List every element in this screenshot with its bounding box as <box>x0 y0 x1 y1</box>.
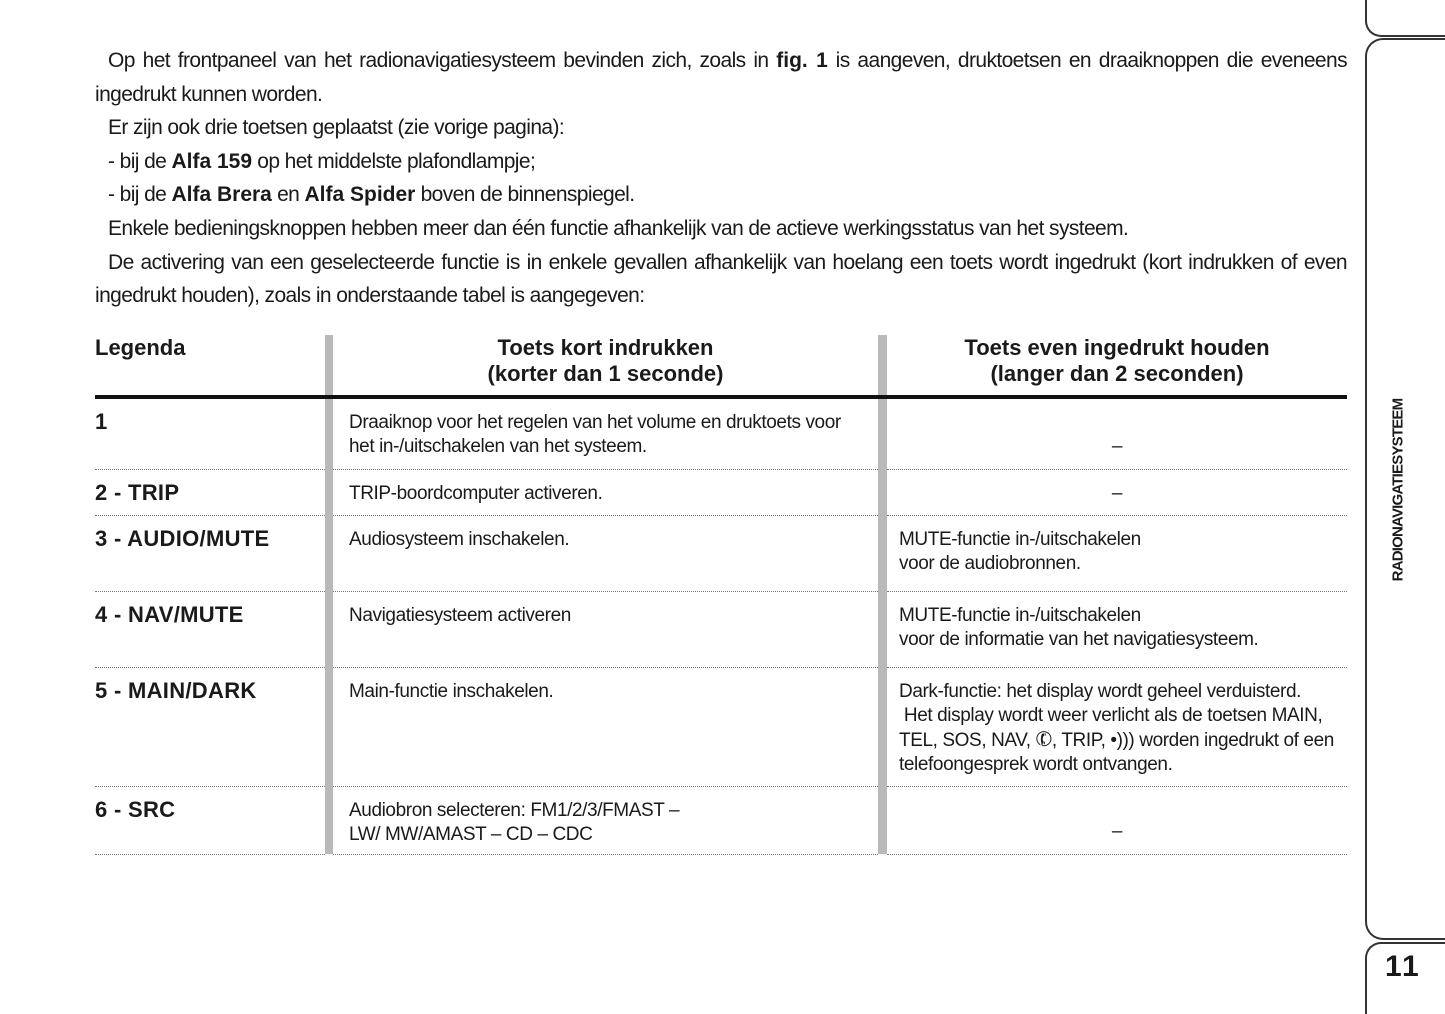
text: en <box>271 183 305 207</box>
table-row <box>95 469 1347 515</box>
paragraph: De activering van een geselecteerde functie is in enkele gevallen afhankelijk van hoelang een toets wordt ingedrukt (kort indrukken of even ingedrukt houden), zoals in onderstaande tabel is aangegeven: <box>95 250 1347 308</box>
model-name: Alfa Brera <box>171 183 272 207</box>
row-key: 3 - AUDIO/MUTE <box>95 515 325 591</box>
header-legend: Legenda <box>95 335 325 397</box>
page-tab-top <box>1365 0 1445 37</box>
list-item <box>95 145 1347 179</box>
short-press-cell: Main-functie inschakelen. <box>333 667 878 786</box>
short-press-cell <box>333 786 878 854</box>
column-divider <box>325 515 333 591</box>
table-header <box>95 335 1347 397</box>
column-divider <box>878 591 887 667</box>
text: Draaiknop voor het regelen van het volume en druktoets voor <box>349 412 841 433</box>
column-divider <box>878 667 887 786</box>
column-divider <box>878 335 887 397</box>
table-row <box>95 667 1347 786</box>
section-title: RADIONAVIGATIESYSTEEM <box>1389 398 1407 582</box>
long-press-cell: – <box>887 786 1347 854</box>
text: Het display wordt weer verlicht als de toetsen MAIN, <box>899 704 1323 726</box>
column-divider <box>325 591 333 667</box>
text: Dark-functie: het display wordt geheel verduisterd. <box>899 680 1302 702</box>
text: boven de binnenspiegel. <box>415 183 635 207</box>
paragraph: Er zijn ook drie toetsen geplaatst (zie vorige pagina): <box>108 116 565 140</box>
short-press-cell: TRIP-boordcomputer activeren. <box>333 469 878 515</box>
long-press-cell: – <box>887 397 1347 469</box>
long-press-cell <box>887 591 1347 667</box>
intro-text <box>95 44 1347 313</box>
long-press-cell: – <box>887 469 1347 515</box>
text: telefoongesprek wordt ontvangen. <box>899 753 1173 775</box>
text: voor de audiobronnen. <box>899 552 1081 574</box>
column-divider <box>878 515 887 591</box>
column-divider <box>325 335 333 397</box>
page-number: 11 <box>1385 950 1421 983</box>
paragraph <box>95 44 1347 111</box>
text: MUTE-functie in-/uitschakelen <box>899 604 1141 626</box>
table-row <box>95 786 1347 854</box>
text: het in-/uitschakelen van het systeem. <box>349 436 647 457</box>
table-row <box>95 591 1347 667</box>
model-name: Alfa Spider <box>304 183 416 207</box>
row-key: 6 - SRC <box>95 786 325 854</box>
text: MUTE-functie in-/uitschakelen <box>899 528 1141 550</box>
paragraph: Enkele bedieningsknoppen hebben meer dan één functie afhankelijk van de actieve werkingsstatus van het systeem. <box>108 216 1129 240</box>
long-press-cell <box>887 515 1347 591</box>
text: voor de informatie van het navigatiesysteem. <box>899 628 1259 650</box>
figure-ref: fig. 1 <box>776 49 828 72</box>
header-long-press <box>887 335 1347 397</box>
header-short-press <box>333 335 878 397</box>
row-key: 1 <box>95 397 325 469</box>
text: - bij de <box>108 183 172 207</box>
text: Toets even ingedrukt houden <box>964 335 1270 360</box>
model-name: Alfa 159 <box>171 149 253 173</box>
text: TEL, SOS, NAV, <box>899 729 1036 751</box>
table-row <box>95 515 1347 591</box>
text: worden ingedrukt of een <box>1134 729 1334 751</box>
text: (korter dan 1 seconde) <box>487 361 724 386</box>
table-row <box>95 397 1347 469</box>
column-divider <box>878 469 887 515</box>
row-key: 4 - NAV/MUTE <box>95 591 325 667</box>
list-item <box>95 178 1347 212</box>
column-divider <box>878 397 887 469</box>
short-press-cell <box>333 397 878 469</box>
text: - bij de <box>108 149 172 173</box>
row-key: 2 - TRIP <box>95 469 325 515</box>
text: Toets kort indrukken <box>497 335 714 360</box>
voice-command-icon: •))) <box>1110 729 1135 751</box>
text: , TRIP, <box>1051 729 1111 751</box>
short-press-cell: Navigatiesysteem activeren <box>333 591 878 667</box>
phone-icon: ✆ <box>1032 726 1056 753</box>
column-divider <box>325 469 333 515</box>
text: is aangeven, druktoetsen en draaiknoppen die eveneens ingedrukt kunnen worden. <box>95 49 1347 106</box>
text: LW/ MW/AMAST – CD – CDC <box>349 823 593 845</box>
button-function-table <box>95 335 1347 855</box>
text: op het middelste plafondlampje; <box>252 149 536 173</box>
short-press-cell: Audiosysteem inschakelen. <box>333 515 878 591</box>
text: Op het frontpaneel van het radionavigatiesysteem bevinden zich, zoals in <box>108 49 777 72</box>
text: Audiobron selecteren: FM1/2/3/FMAST – <box>349 799 680 821</box>
column-divider <box>325 667 333 786</box>
column-divider <box>325 397 333 469</box>
long-press-cell <box>887 667 1347 786</box>
column-divider <box>325 786 333 854</box>
text: (langer dan 2 seconden) <box>990 361 1244 386</box>
column-divider <box>878 786 887 854</box>
row-key: 5 - MAIN/DARK <box>95 667 325 786</box>
